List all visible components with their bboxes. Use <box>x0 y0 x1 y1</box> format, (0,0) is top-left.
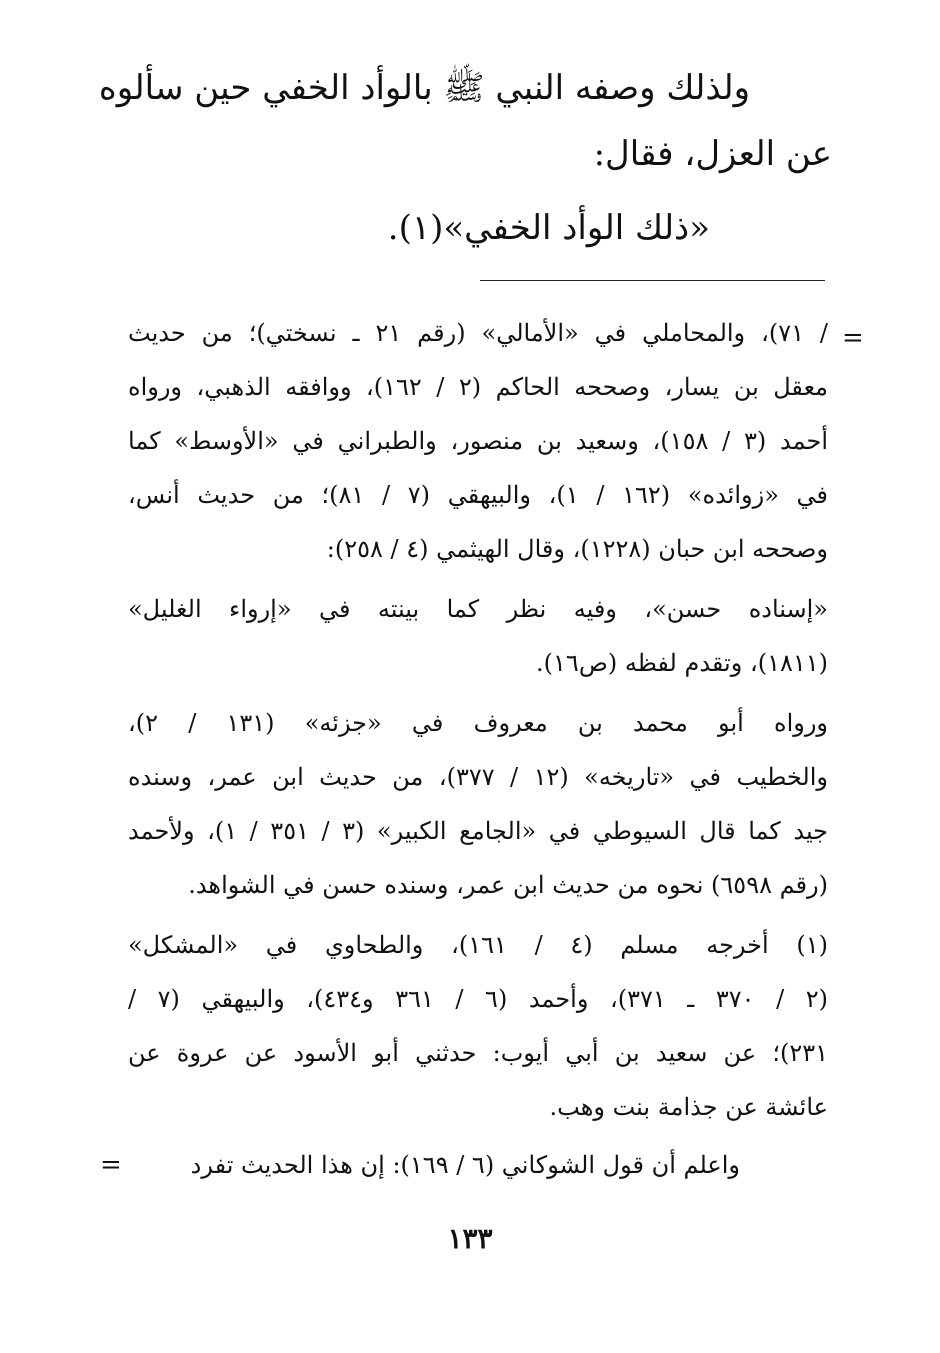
hadith-quote: «ذلك الوأد الخفي»(١). <box>387 208 710 248</box>
footnote-line: (١٨١١)، وتقدم لفظه (ص١٦). <box>536 649 828 677</box>
continuation-mark-bottom: = <box>100 1150 122 1180</box>
footnote-line: معقل بن يسار، وصححه الحاكم (٢ / ١٦٢)، ووافقه الذهبي، ورواه <box>128 373 828 401</box>
footnote-paragraph-3 <box>128 696 828 912</box>
footnote-line: واعلم أن قول الشوكاني (٦ / ١٦٩): إن هذا الحديث تفرد <box>190 1151 740 1179</box>
footnote-line: عائشة عن جذامة بنت وهب. <box>549 1093 828 1121</box>
footnote-paragraph-1 <box>128 306 828 576</box>
footnote-line: / ٧١)، والمحاملي في «الأمالي» (رقم ٢١ ـ نسختي)؛ من حديث <box>128 319 828 347</box>
continuation-mark-top: = <box>842 323 864 353</box>
footnote-1 <box>128 918 828 1134</box>
footnote-line: أحمد (٣ / ١٥٨)، وسعيد بن منصور، والطبراني في «الأوسط» كما <box>128 427 828 455</box>
main-text-line-2: عن العزل، فقال: <box>593 134 832 174</box>
footnote-line: ٢٣١)؛ عن سعيد بن أبي أيوب: حدثني أبو الأسود عن عروة عن <box>128 1039 828 1067</box>
footnote-line: وصححه ابن حبان (١٢٢٨)، وقال الهيثمي (٤ / ٢٥٨): <box>326 535 828 563</box>
footnote-paragraph-5 <box>140 1138 740 1192</box>
footnote-paragraph-2 <box>128 582 828 690</box>
footnote-line: جيد كما قال السيوطي في «الجامع الكبير» (٣ / ٣٥١ / ١)، ولأحمد <box>128 817 828 845</box>
footnote-line: والخطيب في «تاريخه» (١٢ / ٣٧٧)، من حديث ابن عمر، وسنده <box>128 763 828 791</box>
footnote-line: (رقم ٦٥٩٨) نحوه من حديث ابن عمر، وسنده حسن في الشواهد. <box>188 871 828 899</box>
footnote-line: «إسناده حسن»، وفيه نظر كما بينته في «إرواء الغليل» <box>128 595 828 623</box>
main-text-line-1: ولذلك وصفه النبي ﷺ بالوأد الخفي حين سألوه <box>98 68 750 108</box>
footnote-line: (١) أخرجه مسلم (٤ / ١٦١)، والطحاوي في «المشكل» <box>128 931 828 959</box>
page-number: ١٣٣ <box>447 1222 493 1255</box>
footnote-line: ورواه أبو محمد بن معروف في «جزئه» (١٣١ / ٢)، <box>128 709 828 737</box>
footnote-divider <box>480 280 825 281</box>
footnote-line: (٢ / ٣٧٠ ـ ٣٧١)، وأحمد (٦ / ٣٦١ و٤٣٤)، والبيهقي (٧ / <box>128 985 828 1013</box>
footnote-line: في «زوائده» (١٦٢ / ١)، والبيهقي (٧ / ٨١)؛ من حديث أنس، <box>128 481 828 509</box>
